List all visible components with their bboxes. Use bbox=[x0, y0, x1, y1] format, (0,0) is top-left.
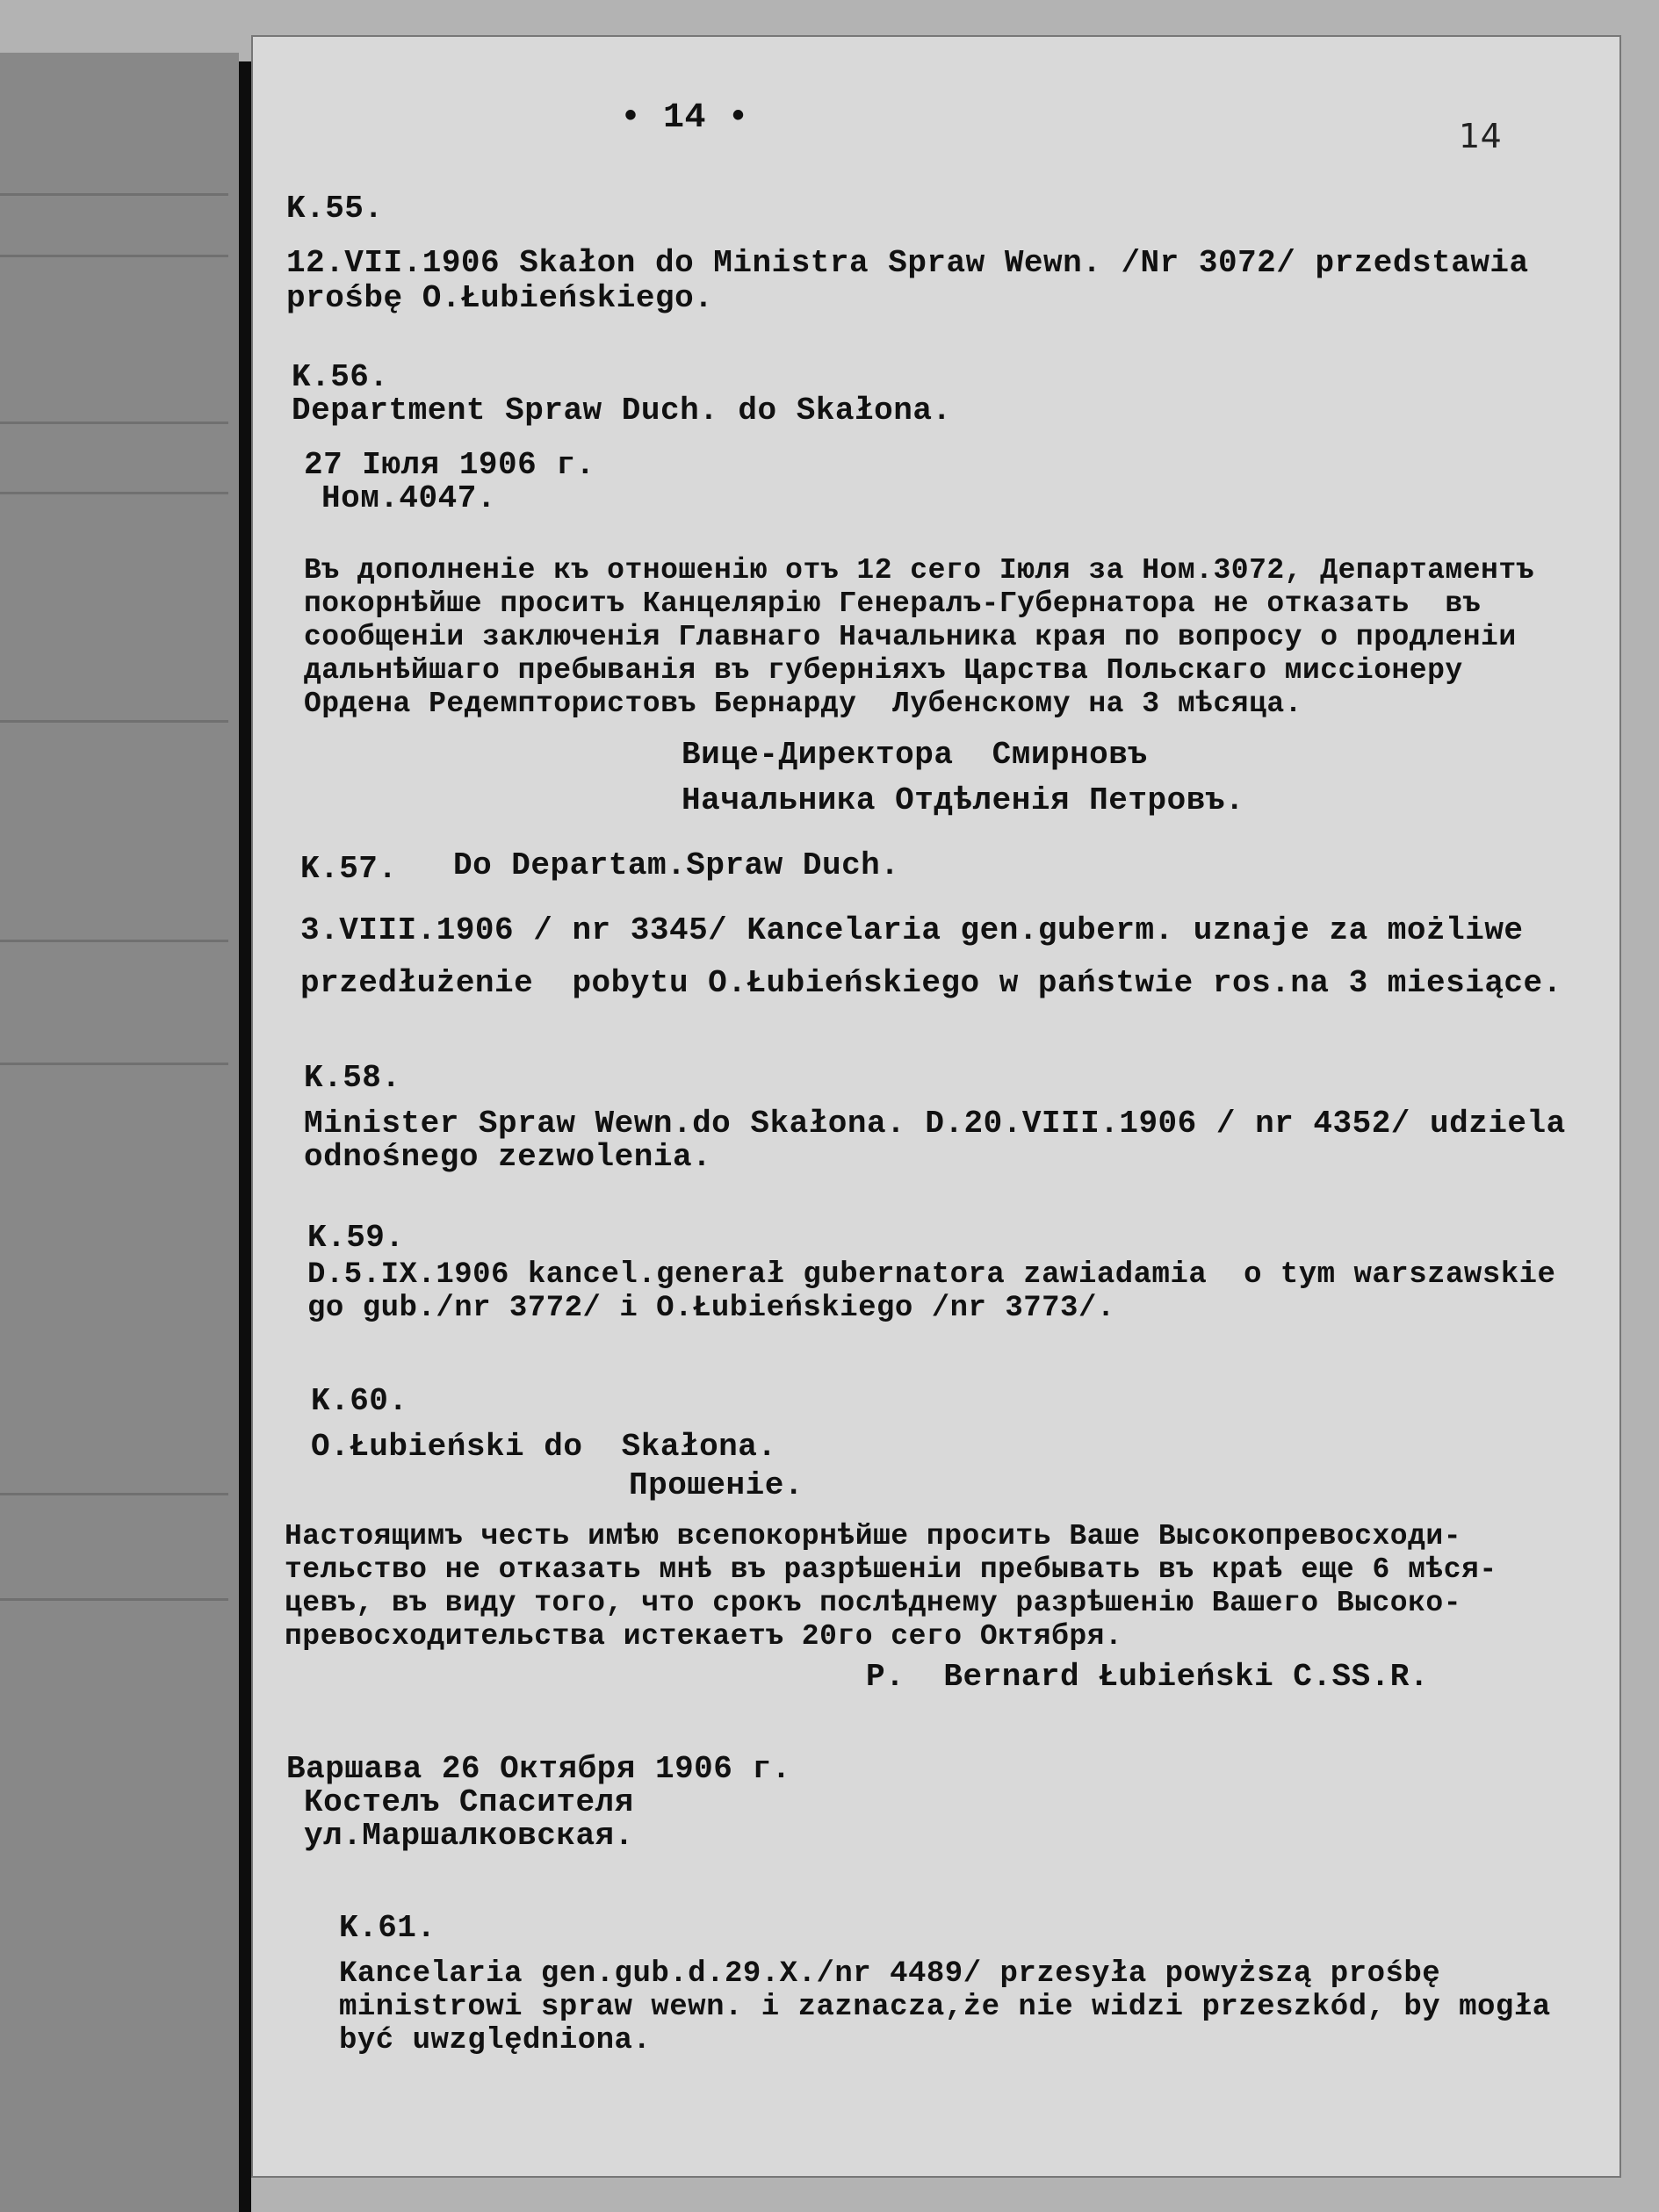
place-line: Варшава 26 Октября 1906 г. bbox=[286, 1751, 791, 1787]
signature-line: Начальника Отдѣленія Петровъ. bbox=[682, 782, 1245, 818]
ghost-text-line bbox=[0, 1598, 228, 1601]
place-line: Костелъ Спасителя bbox=[304, 1784, 634, 1820]
entry-body-line: цевъ, въ виду того, что срокъ послѣднему разрѣшенію Вашего Высоко- bbox=[285, 1587, 1462, 1619]
ghost-text-line bbox=[0, 1493, 228, 1495]
entry-line: 12.VII.1906 Skałon do Ministra Spraw Wewn. /Nr 3072/ przedstawia bbox=[286, 245, 1529, 281]
entry-body-line: Въ дополненіе къ отношенію отъ 12 сего Іюля за Ном.3072, Департаментъ bbox=[304, 554, 1534, 587]
entry-label: K.55. bbox=[286, 191, 384, 227]
ghost-text-line bbox=[0, 720, 228, 723]
entry-label: K.61. bbox=[339, 1910, 436, 1946]
entry-date-line: Ном.4047. bbox=[321, 480, 496, 516]
entry-body-line: Ордена Редемптористовъ Бернарду Лубенскому на 3 мѣсяца. bbox=[304, 688, 1302, 720]
entry-label: K.58. bbox=[304, 1060, 401, 1096]
entry-line: go gub./nr 3772/ i O.Łubieńskiego /nr 3773/. bbox=[307, 1292, 1115, 1325]
ghost-text-line bbox=[0, 1063, 228, 1065]
entry-line: ministrowi spraw wewn. i zaznacza,że nie widzi przeszkód, by mogła bbox=[339, 1991, 1551, 2024]
ghost-text-line bbox=[0, 255, 228, 257]
ghost-text-line bbox=[0, 492, 228, 494]
adjacent-page-edge bbox=[0, 53, 239, 2212]
signature-line: P. Bernard Łubieński C.SS.R. bbox=[866, 1659, 1430, 1695]
entry-line: 3.VIII.1906 / nr 3345/ Kancelaria gen.guberm. uznaje za możliwe bbox=[300, 912, 1524, 948]
entry-label: K.59. bbox=[307, 1220, 405, 1256]
ghost-text-line bbox=[0, 193, 228, 196]
signature-line: Вице-Директора Смирновъ bbox=[682, 737, 1148, 773]
entry-body-line: покорнѣйше проситъ Канцелярію Генералъ-Губернатора не отказать въ bbox=[304, 587, 1482, 620]
document-page bbox=[251, 35, 1621, 2178]
entry-line: O.Łubieński do Skałona. bbox=[311, 1429, 777, 1465]
entry-line: przedłużenie pobytu O.Łubieńskiego w państwie ros.na 3 miesiące. bbox=[300, 965, 1562, 1001]
ghost-text-line bbox=[0, 422, 228, 424]
entry-label: K.60. bbox=[311, 1383, 408, 1419]
place-line: ул.Маршалковская. bbox=[304, 1818, 634, 1854]
entry-body-line: дальнѣйшаго пребыванія въ губерніяхъ Царства Польскаго миссіонеру bbox=[304, 654, 1463, 687]
entry-line: D.5.IX.1906 kancel.generał gubernatora zawiadamia o tym warszawskie bbox=[307, 1258, 1556, 1292]
petition-title: Прошеніе. bbox=[629, 1467, 804, 1503]
entry-line: Department Spraw Duch. do Skałona. bbox=[292, 393, 952, 429]
page-number: • 14 • bbox=[620, 98, 750, 138]
entry-line: prośbę O.Łubieńskiego. bbox=[286, 280, 714, 316]
entry-label: K.56. bbox=[292, 359, 389, 395]
entry-line: Minister Spraw Wewn.do Skałona. D.20.VIII.1906 / nr 4352/ udziela bbox=[304, 1106, 1566, 1142]
entry-heading: Do Departam.Spraw Duch. bbox=[453, 847, 900, 883]
entry-date-line: 27 Іюля 1906 г. bbox=[304, 447, 595, 483]
book-binding-edge bbox=[239, 61, 251, 2212]
entry-body-line: превосходительства истекаетъ 20го сего Октября. bbox=[285, 1620, 1123, 1653]
entry-body-line: сообщеніи заключенія Главнаго Начальника края по вопросу о продленіи bbox=[304, 621, 1517, 653]
entry-line: odnośnego zezwolenia. bbox=[304, 1139, 712, 1175]
ghost-text-line bbox=[0, 940, 228, 942]
entry-line: być uwzględniona. bbox=[339, 2024, 652, 2057]
entry-body-line: Настоящимъ честь имѣю всепокорнѣйше просить Ваше Высокопревосходи- bbox=[285, 1520, 1462, 1553]
entry-body-line: тельство не отказать мнѣ въ разрѣшеніи пребывать въ краѣ еще 6 мѣся- bbox=[285, 1553, 1497, 1586]
entry-label: K.57. bbox=[300, 851, 398, 887]
entry-line: Kancelaria gen.gub.d.29.X./nr 4489/ przesyła powyższą prośbę bbox=[339, 1957, 1441, 1991]
folio-number: 14 bbox=[1459, 117, 1503, 155]
